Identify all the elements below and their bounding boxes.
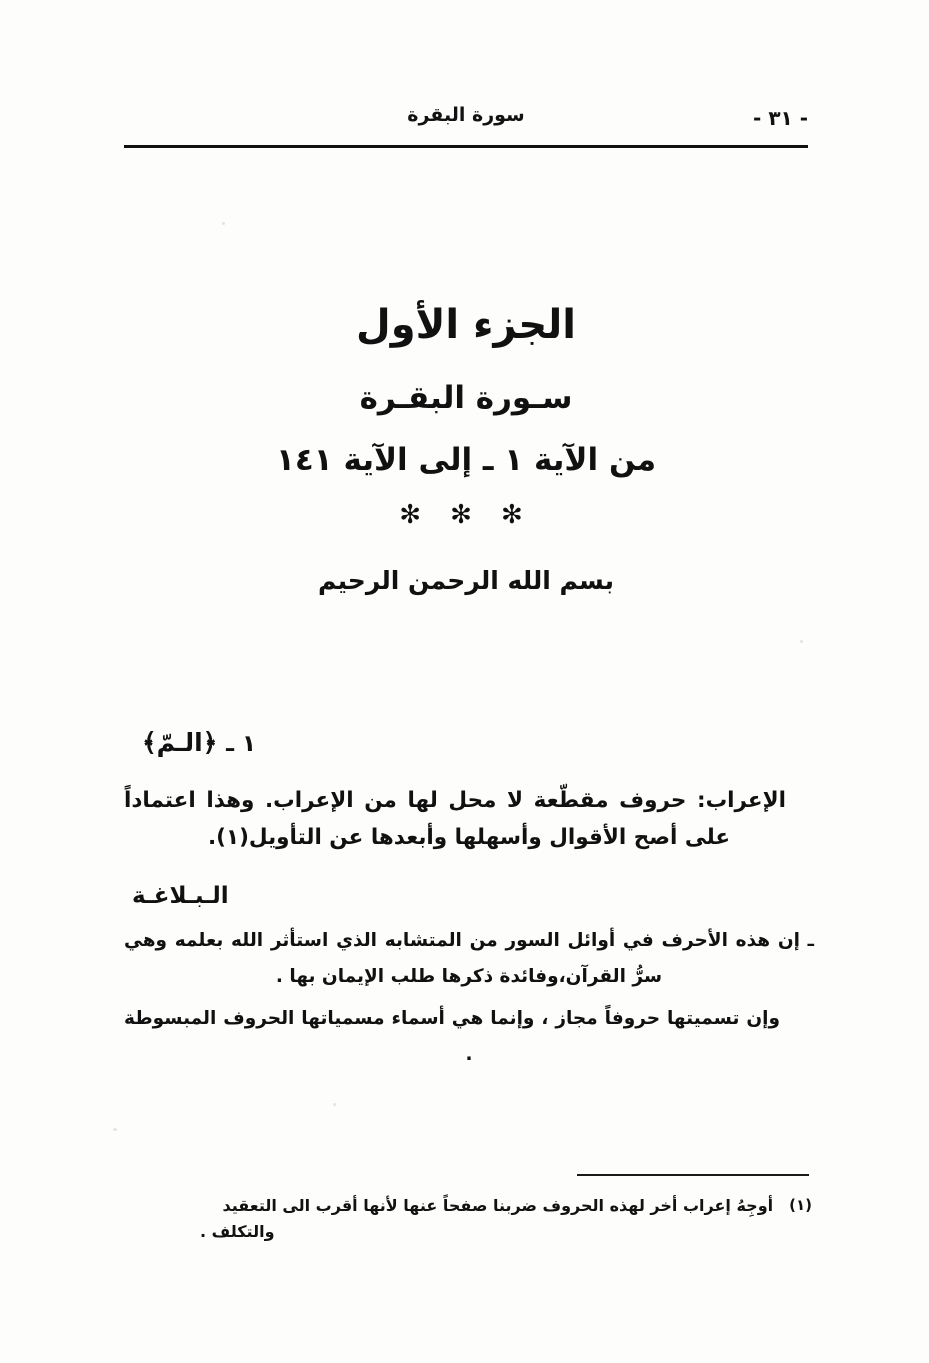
- sura-title: سـورة البقـرة: [359, 380, 573, 416]
- body-content: [124, 728, 814, 1079]
- footnote-divider: [577, 1174, 809, 1176]
- irab-text: حروف مقطّعة لا محل لها من الإعراب. وهذا اعتماداً على أصح الأقوال وأسهلها وأبعدها عن التأويل(١).: [124, 788, 731, 850]
- page-number: - ٣١ -: [753, 106, 808, 130]
- balagha-paragraph-1: ـ إن هذه الأحرف في أوائل السور من المتشابه الذي استأثر الله بعلمه وهي سرُّ القرآن،وفائدة ذكرها طلب الإيمان بها .: [124, 929, 814, 987]
- ayah-heading: [124, 728, 814, 757]
- running-header: [124, 104, 808, 146]
- scan-speck: [800, 640, 803, 643]
- footnote-marker: (١): [789, 1196, 812, 1214]
- ayah-range: من الآية ١ ـ إلى الآية ١٤١: [275, 442, 657, 478]
- star-ornament: ✻ ✻ ✻: [399, 500, 533, 530]
- balagha-heading: الـبـلاغـة: [132, 882, 229, 909]
- irab-paragraph: [124, 783, 814, 857]
- scan-speck: [333, 1103, 336, 1106]
- ayah-text: ﴿الـمّ﴾: [142, 728, 218, 757]
- footnote-text: أوجِهُ إعراب أخر لهذه الحروف ضربنا صفحاً عنها لأنها أقرب الى التعقيد: [222, 1196, 774, 1215]
- irab-label: الإعراب:: [696, 788, 786, 813]
- footnote-block: [140, 1190, 812, 1248]
- footnote-continuation: والتكلف .: [200, 1222, 275, 1241]
- header-divider: [124, 145, 808, 148]
- title-block: [124, 300, 808, 595]
- ayah-number: ١ ـ: [226, 731, 257, 757]
- basmala: بسم الله الرحمن الرحيم: [318, 566, 614, 595]
- balagha-paragraph-2: وإن تسميتها حروفاً مجاز ، وإنما هي أسماء مسمياتها الحروف المبسوطة .: [124, 1008, 780, 1066]
- header-sura-title: سورة البقرة: [407, 104, 525, 126]
- scan-speck: [113, 1128, 117, 1131]
- juz-title: الجزء الأول: [356, 302, 576, 348]
- scan-speck: [222, 222, 225, 225]
